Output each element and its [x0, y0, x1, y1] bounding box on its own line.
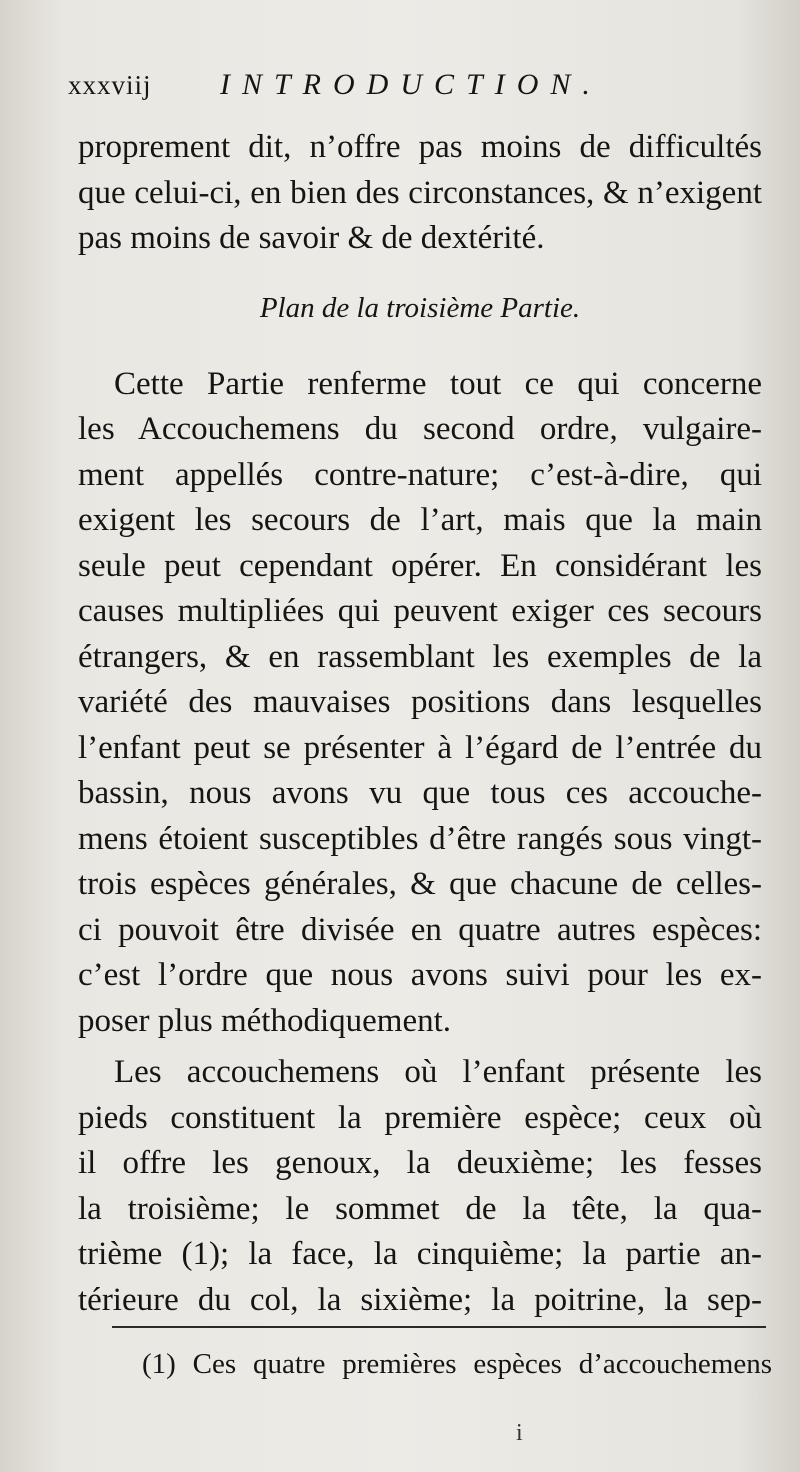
- text-line: térieure du col, la sixième; la poitrine, la sep-: [78, 1281, 762, 1318]
- body-text: [78, 125, 762, 1329]
- text-line: Cette Partie renferme tout ce qui concerne: [114, 365, 762, 402]
- opening-paragraph: [78, 125, 762, 262]
- text-line: trois espèces générales, & que chacune de celles-: [78, 866, 762, 902]
- text-line: l’enfant peut se présenter à l’égard de l’entrée du: [78, 729, 762, 766]
- text-line: la troisième; le sommet de la tête, la qua-: [78, 1190, 762, 1227]
- page-header: [68, 66, 758, 110]
- footnote: (1) Ces quatre premières espèces d’accouchemens: [142, 1348, 772, 1380]
- text-line: ci pouvoit être divisée en quatre autres espèces:: [78, 911, 762, 948]
- text-line: causes multipliées qui peuvent exiger ces secours: [78, 593, 762, 629]
- text-line: c’est l’ordre que nous avons suivi pour les ex-: [78, 957, 762, 993]
- text-line: étrangers, & en rassemblant les exemples de la: [78, 638, 762, 675]
- text-line: Les accouchemens où l’enfant présente les: [114, 1054, 762, 1090]
- text-line: trième (1); la face, la cinquième; la partie an-: [78, 1236, 762, 1272]
- text-line: seule peut cependant opérer. En considérant les: [78, 547, 762, 584]
- signature-mark: i: [516, 1420, 523, 1446]
- text-line: pas moins de savoir & de dextérité.: [78, 220, 545, 256]
- text-line: variété des mauvaises positions dans lesquelles: [78, 684, 762, 720]
- footnote-divider: [112, 1326, 766, 1328]
- text-line: ment appellés contre-nature; c’est-à-dire, qui: [78, 456, 762, 493]
- text-line: il offre les genoux, la deuxième; les fesses: [78, 1145, 762, 1181]
- text-line: exigent les secours de l’art, mais que la main: [78, 502, 762, 538]
- text-line: proprement dit, n’offre pas moins de difficultés: [78, 129, 762, 165]
- text-line: les Accouchemens du second ordre, vulgaire-: [78, 411, 762, 447]
- text-line: bassin, nous avons vu que tous ces accouche-: [78, 775, 762, 811]
- paragraph-2: [78, 1050, 762, 1323]
- running-head: INTRODUCTION.: [220, 68, 602, 101]
- text-line: que celui-ci, en bien des circonstances, & n’exigent: [78, 174, 762, 211]
- text-line: poser plus méthodiquement.: [78, 1002, 452, 1039]
- paragraph-1: [78, 362, 762, 1045]
- section-title: Plan de la troisième Partie.: [259, 291, 581, 324]
- page-number: xxxviij: [68, 70, 152, 100]
- text-line: mens étoient susceptibles d’être rangés sous vingt-: [78, 820, 762, 857]
- text-line: pieds constituent la première espèce; ceux où: [78, 1099, 762, 1136]
